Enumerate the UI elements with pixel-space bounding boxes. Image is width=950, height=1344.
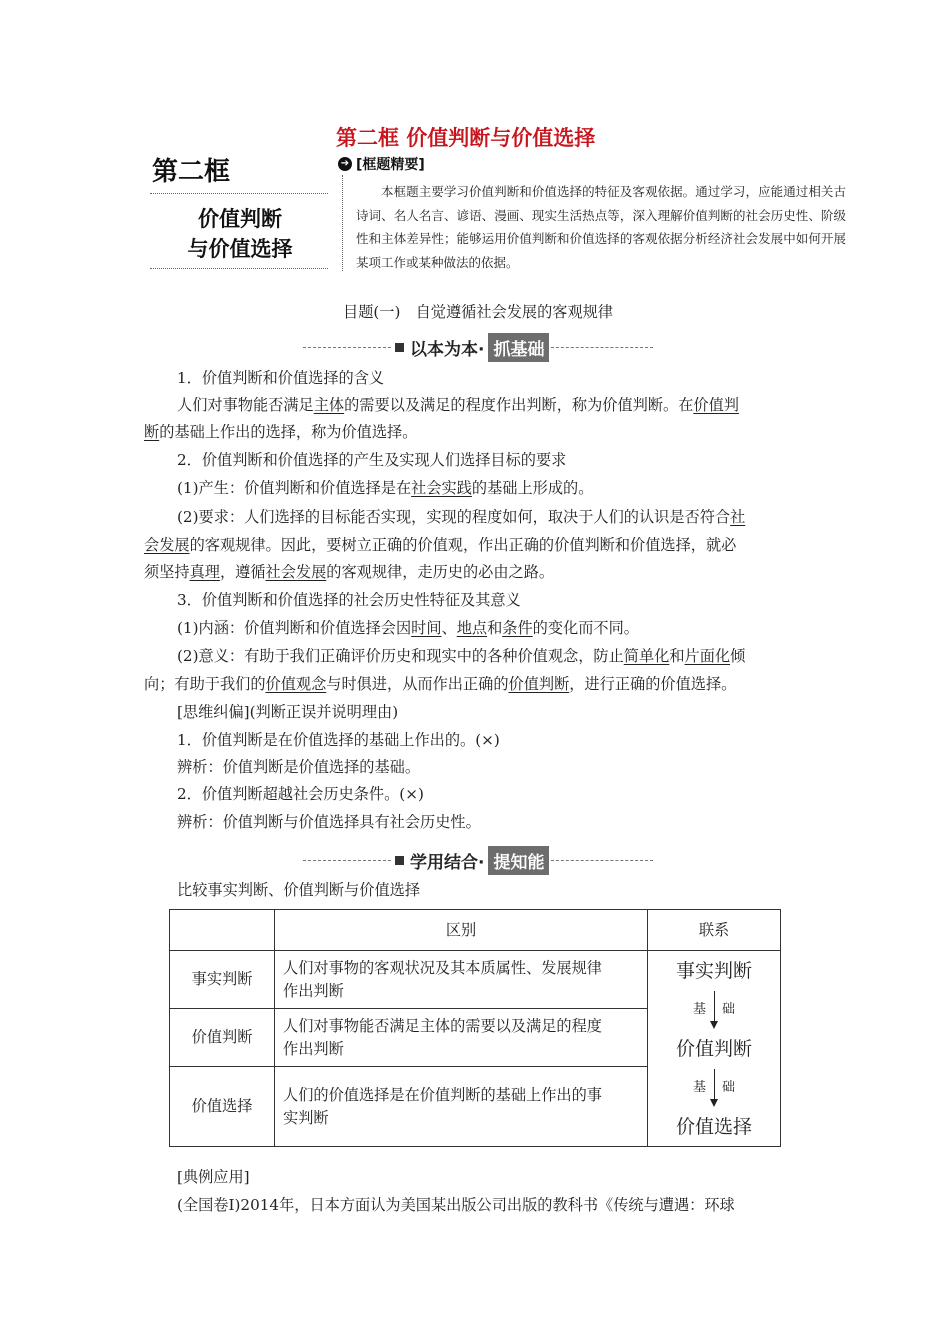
compare-title: 比较事实判断、价值判断与价值选择 <box>177 881 420 899</box>
divider <box>150 268 328 269</box>
table-cell: 价值选择 <box>170 1067 275 1147</box>
heading-2: 2．价值判断和价值选择的产生及实现人们选择目标的要求 <box>177 451 567 469</box>
relation-flow: 事实判断 基 础 价值判断 基 础 价值选择 <box>648 951 781 1147</box>
paragraph: 断的基础上作出的选择，称为价值选择。 <box>144 423 418 441</box>
left-subtitle-1: 价值判断 <box>198 207 282 231</box>
heading-3: 3．价值判断和价值选择的社会历史性特征及其意义 <box>177 591 521 609</box>
arrow-down-icon <box>710 991 718 1029</box>
left-title: 第二框 <box>152 157 231 187</box>
main-title: 第二框 价值判断与价值选择 <box>336 126 596 150</box>
flow-node: 价值选择 <box>675 1115 752 1138</box>
banner-badge: 提知能 <box>488 846 549 875</box>
summary-text: 本框题主要学习价值判断和价值选择的特征及客观依据。通过学习，应能通过相关古诗词、名人名言、谚语、漫画、现实生活热点等，深入理解价值判断的社会历史性、阶级性和主体差异性；能够运用价值判断和价值选择的客观依据分析经济社会发展中如何开展某项工作或某种做法的依据。 <box>356 184 846 270</box>
paragraph: (1)产生：价值判断和价值选择是在社会实践的基础上形成的。 <box>177 479 594 497</box>
table-cell: 事实判断 <box>170 951 275 1009</box>
vertical-divider <box>342 175 343 271</box>
topic-heading: 目题(一) 自觉遵循社会发展的客观规律 <box>343 303 614 321</box>
paragraph: (1)内涵：价值判断和价值选择会因时间、地点和条件的变化而不同。 <box>177 619 639 637</box>
square-icon <box>395 343 404 352</box>
paragraph: 向；有助于我们的价值观念与时俱进，从而作出正确的价值判断，进行正确的价值选择。 <box>144 675 737 693</box>
paragraph: 会发展的客观规律。因此，要树立正确的价值观，作出正确的价值判断和价值选择，就必 <box>144 536 737 554</box>
table-cell: 价值判断 <box>170 1009 275 1067</box>
example-text: (全国卷Ⅰ)2014年，日本方面认为美国某出版公司出版的教科书《传统与遭遇：环球 <box>177 1196 735 1214</box>
left-subtitle-2: 与价值选择 <box>187 237 293 261</box>
comparison-table <box>169 909 781 1147</box>
divider <box>150 193 328 194</box>
table-cell <box>170 910 275 951</box>
banner-badge: 抓基础 <box>488 333 549 362</box>
square-icon <box>395 856 404 865</box>
table-header: 区别 <box>275 910 648 951</box>
table-header-row <box>170 910 781 951</box>
paragraph: 须坚持真理，遵循社会发展的客观规律，走历史的必由之路。 <box>144 563 555 581</box>
question: 1．价值判断是在价值选择的基础上作出的。(×) <box>177 731 500 749</box>
table-cell: 人们对事物能否满足主体的需要以及满足的程度 作出判断 <box>275 1009 648 1067</box>
answer: 辨析：价值判断与价值选择具有社会历史性。 <box>177 813 481 831</box>
heading-1: 1．价值判断和价值选择的含义 <box>177 369 385 387</box>
paragraph: (2)意义：有助于我们正确评价历史和现实中的各种价值观念，防止简单化和片面化倾 <box>177 647 746 665</box>
paragraph: 人们对事物能否满足主体的需要以及满足的程度作出判断，称为价值判断。在价值判 <box>177 396 739 414</box>
paragraph: (2)要求：人们选择的目标能否实现，实现的程度如何，取决于人们的认识是否符合社 <box>177 508 746 526</box>
banner-apply: 学用结合· 提知能 <box>303 846 653 875</box>
table-header: 联系 <box>648 910 781 951</box>
summary-label: [框题精要] <box>356 157 425 173</box>
example-label: [典例应用] <box>177 1168 250 1186</box>
arrow-right-icon: ➔ <box>338 157 352 171</box>
table-cell: 人们的价值选择是在价值判断的基础上作出的事 实判断 <box>275 1067 648 1147</box>
thinking-label: [思维纠偏](判断正误并说明理由) <box>177 703 399 721</box>
question: 2．价值判断超越社会历史条件。(×) <box>177 785 424 803</box>
banner-basics: 以本为本· 抓基础 <box>303 333 653 362</box>
arrow-down-icon <box>710 1069 718 1107</box>
summary-heading <box>338 154 425 174</box>
table-cell: 人们对事物的客观状况及其本质属性、发展规律 作出判断 <box>275 951 648 1009</box>
flow-node: 价值判断 <box>675 1037 752 1060</box>
table-row <box>170 951 781 1009</box>
answer: 辨析：价值判断是价值选择的基础。 <box>177 758 420 776</box>
flow-node: 事实判断 <box>675 959 752 982</box>
